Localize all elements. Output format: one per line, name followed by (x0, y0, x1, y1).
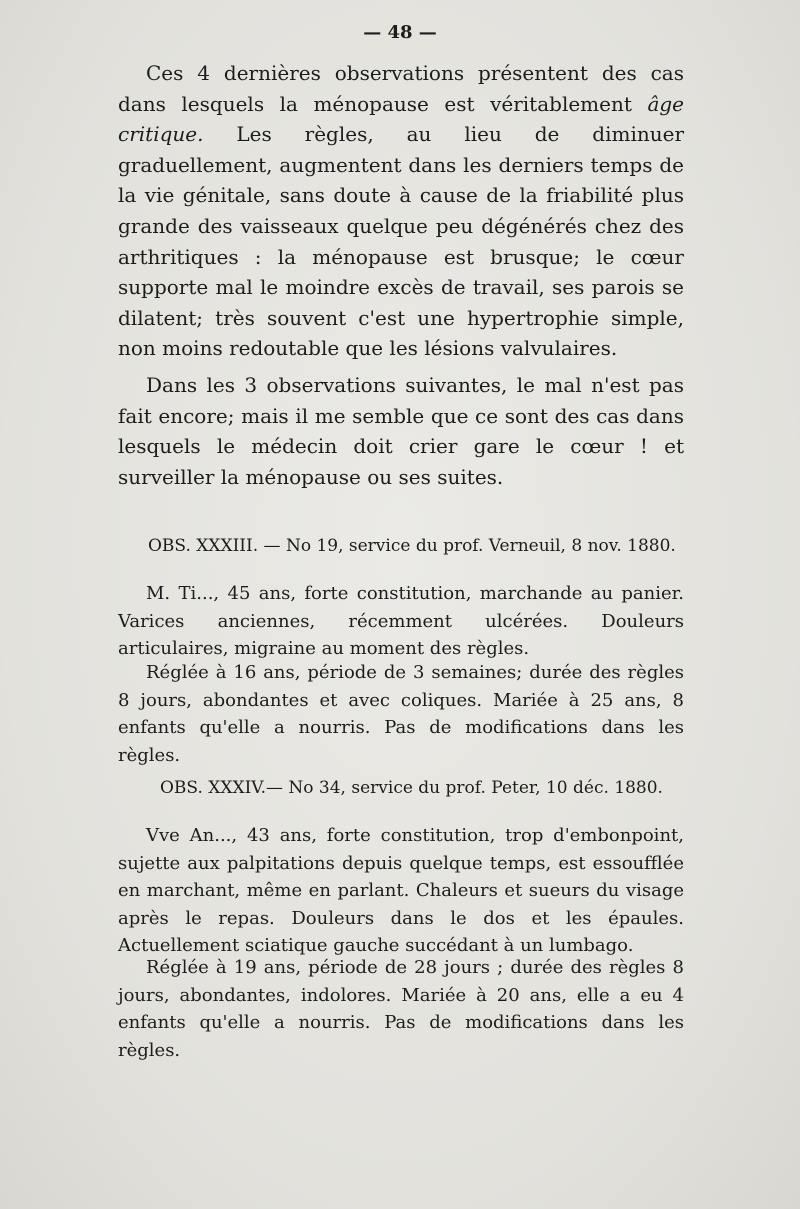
obs-xxxiv-heading (160, 776, 680, 800)
intro-paragraph-1-text: Ces 4 dernières observations présentent des cas dans lesquels la ménopause est véritablement âge critique. Les règles, au lieu de diminuer graduellement, augmentent dans les derniers temps de la vie génitale, sans doute à cause de la friabilité plus grande des vaisseaux quelque peu dégénérés chez des arthritiques : la ménopause est brusque; le cœur supporte mal le moindre excès de travail, ses parois se dilatent; très souvent c'est une hypertrophie simple, non moins redoutable que les lésions valvulaires. (118, 61, 684, 361)
obs-heading: OBS. XXXIV.— No 34, service du prof. Peter, 10 déc. 1880. (160, 778, 663, 798)
obs-xxxiv-body-2 (118, 954, 684, 1064)
obs-xxxiv-body-1 (118, 822, 684, 960)
obs-xxxiii-heading (148, 534, 688, 558)
obs-paragraph: M. Ti..., 45 ans, forte constitution, marchande au panier. Varices anciennes, récemment ulcérées. Douleurs articulaires, migraine au moment des règles. (118, 583, 684, 660)
obs-heading: OBS. XXXIII. — No 19, service du prof. Verneuil, 8 nov. 1880. (148, 536, 676, 556)
intro-paragraph-2-text: Dans les 3 observations suivantes, le mal n'est pas fait encore; mais il me semble que ce sont des cas dans lesquels le médecin doit crier gare le cœur ! et surveiller la ménopause ou ses suites. (118, 373, 684, 489)
obs-xxxiii-body-1 (118, 580, 684, 663)
obs-paragraph: Réglée à 16 ans, période de 3 semaines; durée des règles 8 jours, abondantes et avec coliques. Mariée à 25 ans, 8 enfants qu'elle a nourris. Pas de modifications dans les règles. (118, 662, 684, 766)
obs-paragraph: Vve An..., 43 ans, forte constitution, trop d'embonpoint, sujette aux palpitations depuis quelque temps, est essoufflée en marchant, même en parlant. Chaleurs et sueurs du visage après le repas. Douleurs dans le dos et les épaules. Actuellement sciatique gauche succédant à un lumbago. (118, 825, 684, 957)
emphasis-age-critique: âge critique. (118, 91, 684, 147)
intro-paragraph-2 (118, 370, 684, 492)
page-number: — 48 — (363, 22, 437, 43)
obs-paragraph: Réglée à 19 ans, période de 28 jours ; durée des règles 8 jours, abondantes, indolores. Mariée à 20 ans, elle a eu 4 enfants qu'elle a nourris. Pas de modifications dans les règles. (118, 957, 684, 1061)
intro-paragraph-1 (118, 58, 684, 364)
obs-xxxiii-body-2 (118, 659, 684, 769)
